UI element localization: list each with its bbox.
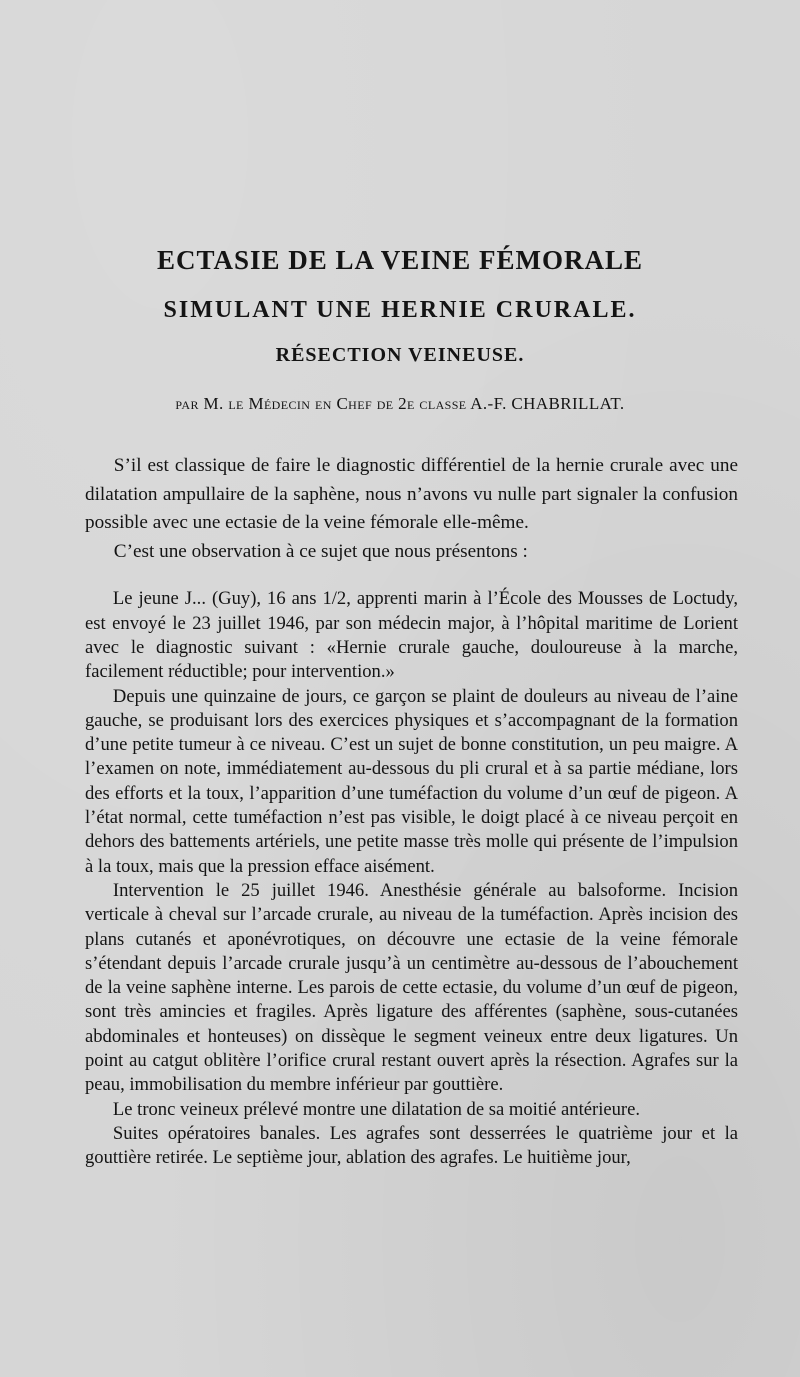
article-title-line-1: ECTASIE DE LA VEINE FÉMORALE [156,245,644,275]
paragraph-postop: Suites opératoires banales. Les agrafes sont desserrées le quatrième jour et la gouttière retirée. Le septième jour, ablation des agrafes. Le huitième jour, [85,1122,738,1169]
article-title-line-2: SIMULANT UNE HERNIE CRURALE. [163,297,637,323]
article-subtitle: RÉSECTION VEINEUSE. [275,344,525,366]
paragraph-specimen: Le tronc veineux prélevé montre une dilatation de sa moitié antérieure. [112,1098,641,1120]
paragraph-case-presentation: Le jeune J... (Guy), 16 ans 1/2, apprenti marin à l’École des Mousses de Loctudy, est envoyé le 23 juillet 1946, par son médecin major, à l’hôpital maritime de Lorient avec le diagnostic suivant : «Hernie crurale gauche, douloureuse à la marche, facilement réductible; pour intervention.» [85,588,738,683]
article-body [85,452,738,1171]
paragraph-intervention: Intervention le 25 juillet 1946. Anesthésie générale au balsoforme. Incision verticale à cheval sur l’arcade crurale, au niveau de la tuméfaction. Après incision des plans cutanés et aponévrotiques, on découvre une ectasie de la veine fémorale s’étendant depuis l’arcade crurale jusqu’à un centimètre au-dessous de l’abouchement de la veine saphène interne. Les parois de cette ectasie, du volume d’un œuf de pigeon, sont très amincies et fragiles. Après ligature des afférentes (saphène, sous-cutanées abdominales et honteuses) on dissèque le segment veineux entre deux ligatures. Un point au catgut oblitère l’orifice crural restant ouvert après la résection. Agrafes sur la peau, immobilisation du membre inférieur par gouttière. [85,879,738,1096]
article-header [0,242,800,431]
author-byline: par M. le Médecin en Chef de 2e classe A.-F. CHABRILLAT. [175,394,625,413]
paragraph-intro: S’il est classique de faire le diagnostic différentiel de la hernie crurale avec une dilatation ampullaire de la saphène, nous n’avons vu nulle part signaler la confusion possible avec une ectasie de la veine fémorale elle-même. [85,455,738,534]
paragraph-history-exam: Depuis une quinzaine de jours, ce garçon se plaint de douleurs au niveau de l’aine gauche, se produisant lors des exercices physiques et s’accompagnant de la formation d’une petite tumeur à ce niveau. C’est un sujet de bonne constitution, un peu maigre. A l’examen on note, immédiatement au-dessous du pli crural et à sa partie médiane, lors des efforts et la toux, l’apparition d’une tuméfaction du volume d’un œuf de pigeon. A l’état normal, cette tuméfaction n’est pas visible, le doigt placé à ce niveau perçoit en dehors des battements artériels, une petite masse très molle qui présente de l’impulsion à la toux, mais que la pression efface aisément. [85,685,738,877]
paragraph-announce: C’est une observation à ce sujet que nous présentons : [113,540,528,562]
